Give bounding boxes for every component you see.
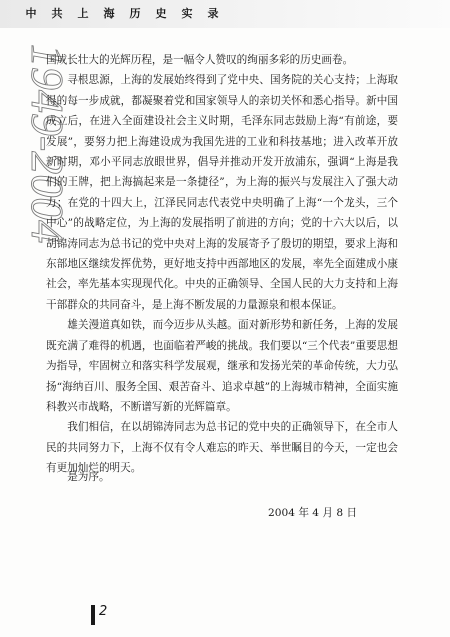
header-char: 录: [207, 7, 219, 20]
header-char: 上: [77, 7, 89, 20]
header-char: 共: [51, 7, 63, 20]
header-char: 实: [181, 7, 193, 20]
body-text: [46, 50, 398, 479]
running-header: [0, 0, 450, 28]
paragraph: 我们相信，在以胡锦涛同志为总书记的党中央的正确领导下，在全市人民的共同努力下，上海不仅有令人难忘的昨天、举世瞩目的今天，一定也会有更加灿烂的明天。: [46, 421, 398, 475]
header-char: 中: [25, 7, 37, 20]
paragraph: 雄关漫道真如铁，而今迈步从头越。面对新形势和新任务，上海的发展既充满了难得的机遇，也面临着严峻的挑战。我们要以“三个代表”重要思想为指导，牢固树立和落实科学发展观，继承和发扬光荣的革命传统，大力弘扬“海纳百川、服务全国、艰苦奋斗、追求卓越”的上海城市精神，全面实施科教兴市战略，不断谱写新的光辉篇章。: [46, 319, 398, 413]
header-char: 海: [103, 7, 115, 20]
watermark-text: 1949-2004: [22, 44, 73, 244]
header-char: 史: [155, 7, 167, 20]
page-number: 2: [99, 604, 108, 619]
paragraph: 国成长壮大的光辉历程，是一幅令人赞叹的绚丽多彩的历史画卷。: [46, 54, 354, 66]
header-char: 历: [129, 7, 141, 20]
header-title: [18, 5, 226, 21]
signature-date: 2004 年 4 月 8 日: [268, 507, 358, 519]
page-number-marker: [91, 605, 95, 625]
paragraph: 寻根思源，上海的发展始终得到了党中央、国务院的关心支持；上海取得的每一步成就，都凝聚着党和国家领导人的亲切关怀和悉心指导。新中国成立后，在进入全面建设社会主义时期，毛泽东同志鼓励上海“有前途，要发展”，要努力把上海建设成为我国先进的工业和科技基地；进入改革开放新时期，邓小平同志放眼世界，倡导并推动开发开放浦东，强调“上海是我们的王牌，把上海搞起来是一条捷径”，为上海的振兴与发展注入了强大动力；在党的十四大上，江泽民同志代表党中央明确了上海“一个龙头，三个中心”的战略定位，为上海的发展指明了前进的方向；党的十六大以后，以胡锦涛同志为总书记的党中央对上海的发展寄予了殷切的期望，要求上海和东部地区继续发挥优势，更好地支持中西部地区的发展，率先全面建成小康社会，率先基本实现现代化。中央的正确领导、全国人民的大力支持和上海干部群众的共同奋斗，是上海不断发展的力量源泉和根本保证。: [46, 74, 398, 311]
closing-line: 是为序。: [67, 471, 110, 483]
